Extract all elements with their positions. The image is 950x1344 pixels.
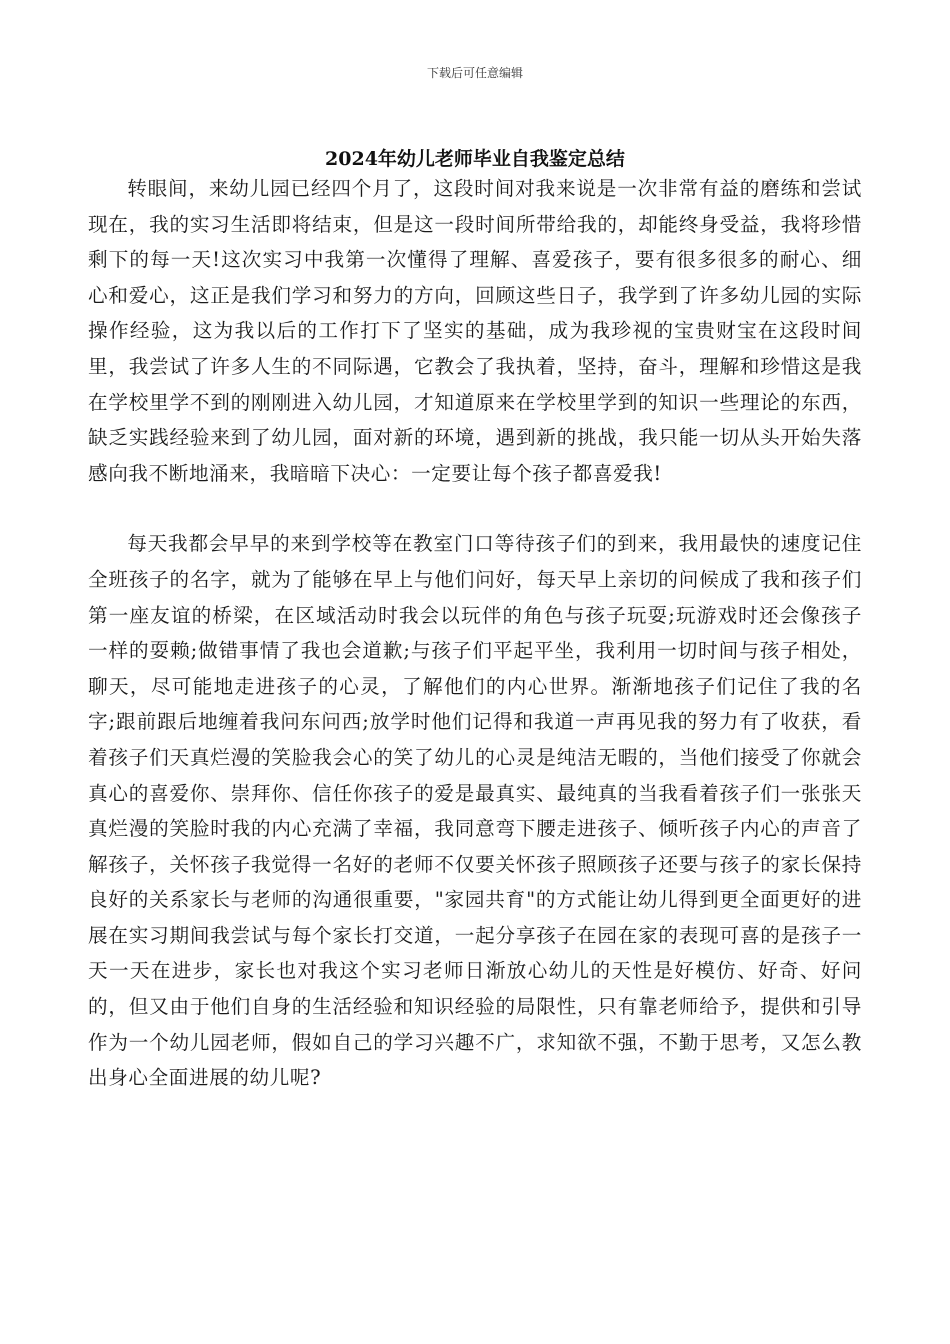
paragraph-2: 每天我都会早早的来到学校等在教室门口等待孩子们的到来，我用最快的速度记住全班孩子的名字，就为了能够在早上与他们问好，每天早上亲切的问候成了我和孩子们第一座友谊的桥梁，在区域活动时我会以玩伴的角色与孩子玩耍;玩游戏时还会像孩子一样的耍赖;做错事情了我也会道歉;与孩子们平起平坐，我利用一切时间与孩子相处，聊天，尽可能地走进孩子的心灵，了解他们的内心世界。渐渐地孩子们记住了我的名字;跟前跟后地缠着我问东问西;放学时他们记得和我道一声再见我的努力有了收获，看着孩子们天真烂漫的笑脸我会心的笑了幼儿的心灵是纯洁无暇的，当他们接受了你就会真心的喜爱你、崇拜你、信任你孩子的爱是最真实、最纯真的当我看着孩子们一张张天真烂漫的笑脸时我的内心充满了幸福，我同意弯下腰走进孩子、倾听孩子内心的声音了解孩子，关怀孩子我觉得一名好的老师不仅要关怀孩子照顾孩子还要与孩子的家长保持良好的关系家长与老师的沟通很重要，"家园共育"的方式能让幼儿得到更全面更好的进展在实习期间我尝试与每个家长打交道，一起分享孩子在园在家的表现可喜的是孩子一天一天在进步，家长也对我这个实习老师日渐放心幼儿的天性是好模仿、好奇、好问的，但又由于他们自身的生活经验和知识经验的局限性，只有靠老师给予，提供和引导作为一个幼儿园老师，假如自己的学习兴趣不广，求知欲不强，不勤于思考，又怎么教出身心全面进展的幼儿呢? bbox=[88, 532, 862, 1090]
paragraph-1: 转眼间，来幼儿园已经四个月了，这段时间对我来说是一次非常有益的磨练和尝试现在，我的实习生活即将结束，但是这一段时间所带给我的，却能终身受益，我将珍惜剩下的每一天!这次实习中我第一次懂得了理解、喜爱孩子，要有很多很多的耐心、细心和爱心，这正是我们学习和努力的方向，回顾这些日子，我学到了许多幼儿园的实际操作经验，这为我以后的工作打下了坚实的基础，成为我珍视的宝贵财宝在这段时间里，我尝试了许多人生的不同际遇，它教会了我执着，坚持，奋斗，理解和珍惜这是我在学校里学不到的刚刚进入幼儿园，才知道原来在学校里学到的知识一些理论的东西，缺乏实践经验来到了幼儿园，面对新的环境，遇到新的挑战，我只能一切从头开始失落感向我不断地涌来，我暗暗下决心：一定要让每个孩子都喜爱我! bbox=[88, 177, 862, 485]
document-body bbox=[88, 171, 862, 1096]
paragraph-spacer bbox=[88, 491, 862, 526]
document-title: 2024年幼儿老师毕业自我鉴定总结 bbox=[325, 148, 625, 170]
page-header-note: 下载后可任意编辑 bbox=[426, 66, 523, 80]
